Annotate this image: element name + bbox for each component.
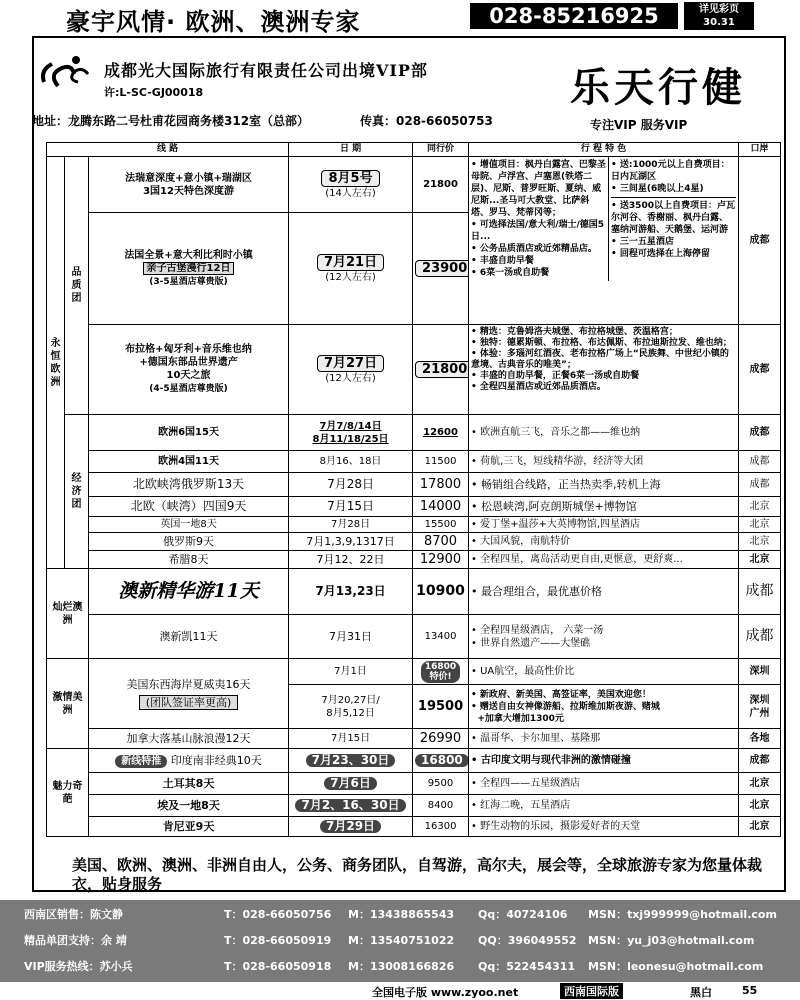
date-cell: 7月1日 [289,659,413,685]
date-cell: 7月20,27日/ 8月5,12日 [289,685,413,729]
port-cell: 深圳 [739,659,781,685]
table-row [47,615,781,659]
email-link[interactable]: MSN：txj999999@hotmail.com [588,908,777,921]
company-logo-icon [38,52,94,92]
port-cell: 成都 [739,451,781,473]
price-cell: 15500 [413,517,469,533]
port-cell: 成都 [739,615,781,659]
route-cell: 欧洲4国11天 [89,451,289,473]
features-cell: • 红海二晚，五星酒店 [469,795,739,817]
website-link[interactable]: 全国电子版 www.zyoo.net [372,986,519,999]
features-cell: • 荷航,三飞，短线精华游，经济等大团 [469,451,739,473]
features-cell: • UA航空，最高性价比 [469,659,739,685]
table-row [47,533,781,551]
features-cell: • 新政府、新美国、高签证率，美国欢迎您！ • 赠送自由女神像游船、拉斯维加斯夜游、赌城 +加拿大增加1300元 [469,685,739,729]
features-cell: • 全程四星，离岛活动更自由,更惬意，更舒爽... [469,551,739,569]
route-cell: 布拉格+匈牙利+音乐维也纳 +德国东部品世界遗产 10天之旅 (4-5星酒店尊贵版) [89,325,289,415]
features-cell: • 增值项目：枫丹白露宫、巴黎圣母院、卢浮宫、卢塞恩(铁塔二层)、尼斯、普罗旺斯、夏纳、威尼斯...圣马可大教堂、比萨斜塔、罗马、梵蒂冈等； • 可选择法国/意大利/瑞士/德国5日... • 公务品质酒店或近郊精品店。 • 丰盛自助早餐 • 6菜一汤或自助餐 • 送:1000元以上自费项目：日内瓦湖区 • 三间星(6晚以上4星) • 送3500以上自费项目：卢瓦尔河谷、香榭丽、枫丹白露、塞纳河游船、天鹅堡、运河游 • 三一五星酒店 • 回程可选择在上海停留 [469,157,739,325]
features-cell: • 全程四——五星级酒店 [469,773,739,795]
service-statement: 美国、欧洲、澳洲、非洲自由人，公务、商务团队，自驾游，高尔夫，展会等，全球旅游专家为您量体裁衣，贴身服务 [72,856,763,893]
features-cell: • 最合理组合，最优惠价格 [469,569,739,615]
table-row [47,749,781,773]
slogan: 乐天行健 [570,64,746,111]
hotline-phone: 028-85216925 [470,3,678,29]
price-cell: 23900 [413,213,469,325]
port-cell: 成都 [739,473,781,497]
price-cell: 13400 [413,615,469,659]
table-row [47,551,781,569]
port-cell: 北京 [739,551,781,569]
table-row [47,451,781,473]
contact-row: 精品单团支持：余 靖 T：028-66050919 M：13540751022 QQ：396049552 MSN：yu_j03@hotmail.com [24,934,755,947]
route-cell: 欧洲6国15天 [89,415,289,451]
header-price: 同行价 [413,143,469,157]
port-cell: 深圳 广州 [739,685,781,729]
address: 地址：龙腾东路二号杜甫花园商务楼312室（总部） [32,114,310,128]
features-cell: • 精选：克鲁姆洛夫城堡、布拉格城堡、茨温格宫； • 独特：德累斯顿、布拉格、布达佩斯、布拉迪斯拉发、维也纳； • 体验：多瑙河红酒夜、老布拉格广场上“民族舞、中世纪小镇的意境、古典音乐的唯美”； • 丰盛的自助早餐，正餐6菜一汤或自助餐 • 全程四星酒店或近郊品质酒店。 [469,325,739,415]
price-cell: 21800 [413,325,469,415]
group-economy: 经济团 [65,415,89,569]
port-cell: 各地 [739,729,781,749]
port-cell: 成都 [739,569,781,615]
edition-label: 西南国际版 [560,983,623,999]
features-cell: • 畅销组合线路，正当热卖季,转机上海 [469,473,739,497]
route-cell: 俄罗斯9天 [89,533,289,551]
date-cell: 7月29日 [289,817,413,837]
port-cell: 成都 [739,415,781,451]
company-name: 成都光大国际旅行有限责任公司出境VIP部 [104,61,428,80]
price-cell: 16800 特价! [413,659,469,685]
port-cell: 成都 [739,749,781,773]
table-row [47,473,781,497]
email-link[interactable]: MSN：yu_j03@hotmail.com [588,934,755,947]
date-cell: 7月21日 (12人左右) [289,213,413,325]
header-features: 行 程 特 色 [469,143,739,157]
bottom-bar [0,982,800,1000]
table-row [47,497,781,517]
brand-title: 豪宇风情· 欧洲、澳洲专家 [66,8,361,36]
price-cell: 21800 [413,157,469,213]
features-cell: • 野生动物的乐园，摄影爱好者的天堂 [469,817,739,837]
route-cell: 法瑞意深度+意小镇+瑞湖区 3国12天特色深度游 [89,157,289,213]
price-cell: 8400 [413,795,469,817]
table-row [47,659,781,685]
port-cell: 北京 [739,517,781,533]
table-row [47,415,781,451]
route-cell: 英国一地8天 [89,517,289,533]
table-row [47,795,781,817]
price-cell: 9500 [413,773,469,795]
port-cell: 成都 [739,325,781,415]
features-cell: • 古印度文明与现代非洲的激情碰撞 [469,749,739,773]
table-row [47,773,781,795]
contact-row: 西南区销售：陈文静 T：028-66050756 M：13438865543 Qq：40724106 MSN：txj999999@hotmail.com [24,908,777,921]
date-cell: 8月5号 (14人左右) [289,157,413,213]
port-cell: 北京 [739,795,781,817]
header-port: 口岸 [739,143,781,157]
header-route: 线 路 [47,143,289,157]
top-banner [0,0,800,36]
date-cell: 7月15日 [289,729,413,749]
route-cell: 法国全景+意大利比利时小镇 亲子古堡漫行12日 (3-5星酒店尊贵版) [89,213,289,325]
price-cell: 14000 [413,497,469,517]
date-cell: 7月28日 [289,517,413,533]
price-cell: 10900 [413,569,469,615]
date-cell: 7月6日 [289,773,413,795]
features-cell: • 全程四星级酒店， 六菜一汤 • 世界自然遗产——大堡礁 [469,615,739,659]
date-cell: 7月2、16、30日 [289,795,413,817]
port-cell: 北京 [739,817,781,837]
route-cell: 加拿大落基山脉浪漫12天 [89,729,289,749]
table-row [47,817,781,837]
group-aus: 灿烂澳洲 [47,569,89,659]
date-cell: 7月28日 [289,473,413,497]
color-mode: 黑白 [690,986,712,999]
group-quality: 品质团 [65,157,89,415]
date-cell: 8月16、18日 [289,451,413,473]
header-date: 日 期 [289,143,413,157]
table-row [47,157,781,213]
license-number: 许:L-SC-GJ00018 [104,86,204,99]
route-cell: 埃及一地8天 [89,795,289,817]
route-cell: 北欧峡湾俄罗斯13天 [89,473,289,497]
price-cell: 12900 [413,551,469,569]
route-cell: 土耳其8天 [89,773,289,795]
group-eu: 永恒欧洲 [47,157,65,569]
table-row [47,729,781,749]
price-cell: 19500 [413,685,469,729]
email-link[interactable]: MSN：leonesu@hotmail.com [588,960,764,973]
page-reference: 详见彩页 30.31 [684,2,754,30]
date-cell: 7月23、30日 [289,749,413,773]
group-usa: 激情美洲 [47,659,89,749]
price-cell: 26990 [413,729,469,749]
route-cell: 澳新凯11天 [89,615,289,659]
date-cell: 7月13,23日 [289,569,413,615]
page-number: 55 [742,984,758,997]
port-cell: 北京 [739,773,781,795]
date-cell: 7月27日 (12人左右) [289,325,413,415]
route-cell: 美国东西海岸夏威夷16天 (团队签证率更高) [89,659,289,729]
price-cell: 16300 [413,817,469,837]
port-cell: 北京 [739,497,781,517]
features-cell: • 温哥华、卡尔加里、基隆那 [469,729,739,749]
date-cell: 7月12、22日 [289,551,413,569]
vip-tagline: 专注VIP 服务VIP [590,118,688,132]
date-cell: 7月1,3,9,1317日 [289,533,413,551]
table-row [47,325,781,415]
route-cell: 肯尼亚9天 [89,817,289,837]
route-cell: 北欧（峡湾）四国9天 [89,497,289,517]
price-cell: 16800 [413,749,469,773]
port-cell: 成都 [739,157,781,325]
date-cell: 7月31日 [289,615,413,659]
port-cell: 北京 [739,533,781,551]
features-cell: • 爱丁堡+温莎+大英博物馆,四星酒店 [469,517,739,533]
contact-row: VIP服务热线：苏小兵 T：028-66050918 M：13008166826 Qq：522454311 MSN：leonesu@hotmail.com [24,960,764,973]
route-cell: 新线特推 印度南非经典10天 [89,749,289,773]
date-cell: 7月7/8/14日 8月11/18/25日 [289,415,413,451]
price-cell: 8700 [413,533,469,551]
price-cell: 11500 [413,451,469,473]
tour-table [46,142,781,837]
route-cell: 希腊8天 [89,551,289,569]
price-cell: 17800 [413,473,469,497]
route-cell: 澳新精华游11天 [89,569,289,615]
features-cell: • 大国风貌，南航特价 [469,533,739,551]
features-cell: • 欧洲直航三飞，音乐之都——维也纳 [469,415,739,451]
features-cell: • 松恩峡湾,阿克朗斯城堡+博物馆 [469,497,739,517]
date-cell: 7月15日 [289,497,413,517]
table-row [47,517,781,533]
fax: 传真：028-66050753 [360,114,493,128]
table-row [47,569,781,615]
contact-panel [0,900,800,982]
price-cell: 12600 [413,415,469,451]
group-charm: 魅力奇葩 [47,749,89,837]
